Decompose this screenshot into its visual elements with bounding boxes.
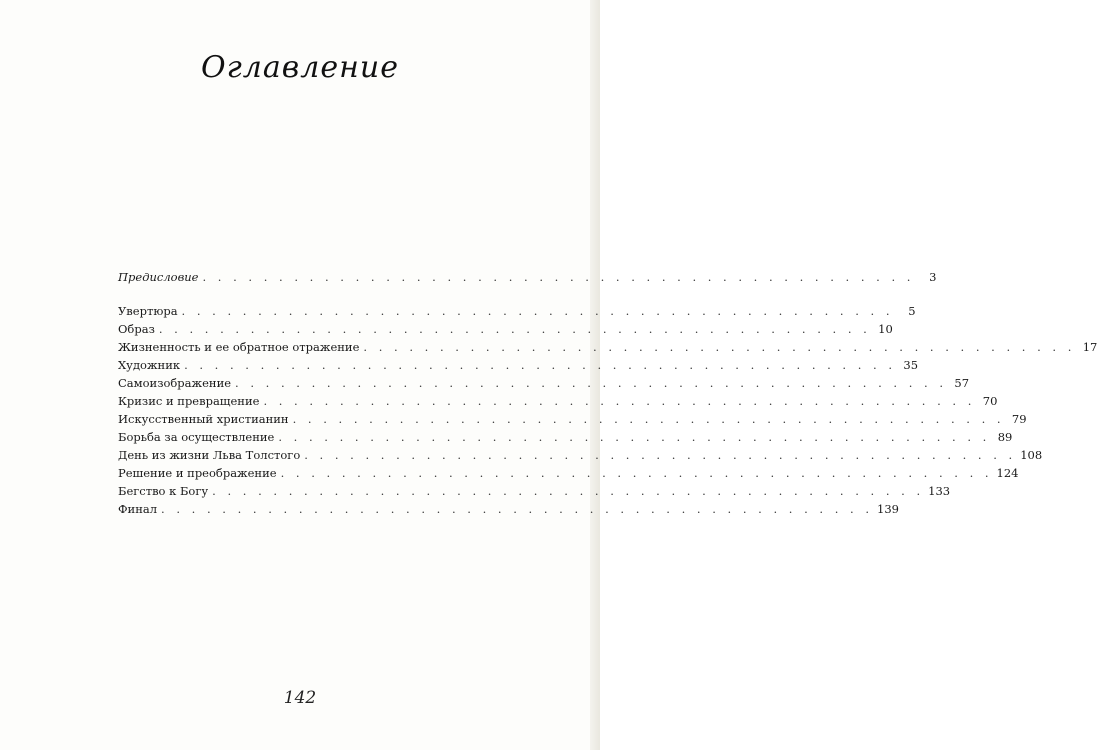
leader-dots: . . . . . . . . . . . . . . . . . . . . . . . . . . . . . . . . . . . . . . . . . . . . . . . bbox=[363, 340, 1076, 354]
page-number: 142 bbox=[283, 688, 317, 708]
toc-entry bbox=[118, 358, 919, 376]
leader-dots: . . . . . . . . . . . . . . . . . . . . . . . . . . . . . . . . . . . . . . . . . . . . . . . bbox=[263, 394, 976, 408]
leader-dots: . . . . . . . . . . . . . . . . . . . . . . . . . . . . . . . . . . . . . . . . . . . . . . . bbox=[235, 376, 948, 390]
leader-dots: . . . . . . . . . . . . . . . . . . . . . . . . . . . . . . . . . . . . . . . . . . . . . . . bbox=[184, 358, 897, 372]
toc-entry-label: Самоизображение bbox=[118, 376, 232, 390]
toc-entry bbox=[118, 394, 998, 412]
toc-entry bbox=[118, 466, 1019, 484]
leader-dots: . . . . . . . . . . . . . . . . . . . . . . . . . . . . . . . . . . . . . . . . . . . . . . . bbox=[202, 270, 915, 284]
leader-dots: . . . . . . . . . . . . . . . . . . . . . . . . . . . . . . . . . . . . . . . . . . . . . . . bbox=[292, 412, 1005, 426]
spacer bbox=[118, 288, 486, 304]
toc-entry bbox=[118, 322, 893, 340]
leader-dots: . . . . . . . . . . . . . . . . . . . . . . . . . . . . . . . . . . . . . . . . . . . . . . . bbox=[161, 502, 874, 516]
table-of-contents bbox=[118, 270, 1097, 520]
toc-entry-page: 108 bbox=[1020, 448, 1043, 462]
toc-entry-label: Увертюра bbox=[118, 304, 178, 318]
toc-entry-page: 124 bbox=[996, 466, 1019, 480]
leader-dots: . . . . . . . . . . . . . . . . . . . . . . . . . . . . . . . . . . . . . . . . . . . . . . . bbox=[181, 304, 894, 318]
toc-entry bbox=[118, 430, 1013, 448]
toc-entry-label: Художник bbox=[118, 358, 181, 372]
toc-entry-label: Бегство к Богу bbox=[118, 484, 209, 498]
toc-entry bbox=[118, 448, 1043, 466]
toc-entry-page: 57 bbox=[954, 376, 970, 390]
toc-entry-page: 139 bbox=[877, 502, 899, 516]
toc-entry bbox=[118, 502, 899, 520]
toc-entry-label: Борьба за осуществление bbox=[118, 430, 275, 444]
toc-entry bbox=[118, 412, 1027, 430]
toc-entry-page: 89 bbox=[997, 430, 1013, 444]
toc-entry-page: 79 bbox=[1011, 412, 1027, 426]
toc-entry-page: 133 bbox=[928, 484, 951, 498]
toc-entry-label: Финал bbox=[118, 502, 158, 516]
toc-entry bbox=[118, 484, 951, 502]
leader-dots: . . . . . . . . . . . . . . . . . . . . . . . . . . . . . . . . . . . . . . . . . . . . . . . bbox=[212, 484, 925, 498]
toc-entry-label: Кризис и превращение bbox=[118, 394, 260, 408]
toc-entry-label: Жизненность и ее обратное отражение bbox=[118, 340, 360, 354]
toc-entry-label: Решение и преображение bbox=[118, 466, 277, 480]
toc-title: Оглавление bbox=[201, 50, 399, 85]
toc-entry-page: 10 bbox=[878, 322, 893, 336]
toc-entry-page: 35 bbox=[903, 358, 919, 372]
leader-dots: . . . . . . . . . . . . . . . . . . . . . . . . . . . . . . . . . . . . . . . . . . . . . . . bbox=[278, 430, 991, 444]
toc-entry-label: Образ bbox=[118, 322, 155, 336]
toc-entry-page: 70 bbox=[982, 394, 998, 408]
page-edge bbox=[590, 0, 600, 750]
leader-dots: . . . . . . . . . . . . . . . . . . . . . . . . . . . . . . . . . . . . . . . . . . . . . . . bbox=[280, 466, 993, 480]
leader-dots: . . . . . . . . . . . . . . . . . . . . . . . . . . . . . . . . . . . . . . . . . . . . . . . bbox=[304, 448, 1017, 462]
toc-entry-label: День из жизни Льва Толстого bbox=[118, 448, 301, 462]
toc-entry bbox=[118, 340, 1097, 358]
toc-entry-preface bbox=[118, 270, 937, 288]
leader-dots: . . . . . . . . . . . . . . . . . . . . . . . . . . . . . . . . . . . . . . . . . . . . . . . bbox=[158, 322, 871, 336]
toc-entry bbox=[118, 376, 970, 394]
toc-entry-label: Искусственный христианин bbox=[118, 412, 289, 426]
toc-entry-page: 5 bbox=[908, 304, 916, 318]
toc-entry-label: Предисловие bbox=[118, 270, 199, 284]
toc-entry bbox=[118, 304, 916, 322]
toc-entry-page: 3 bbox=[929, 270, 937, 284]
toc-entry-page: 17 bbox=[1082, 340, 1097, 354]
